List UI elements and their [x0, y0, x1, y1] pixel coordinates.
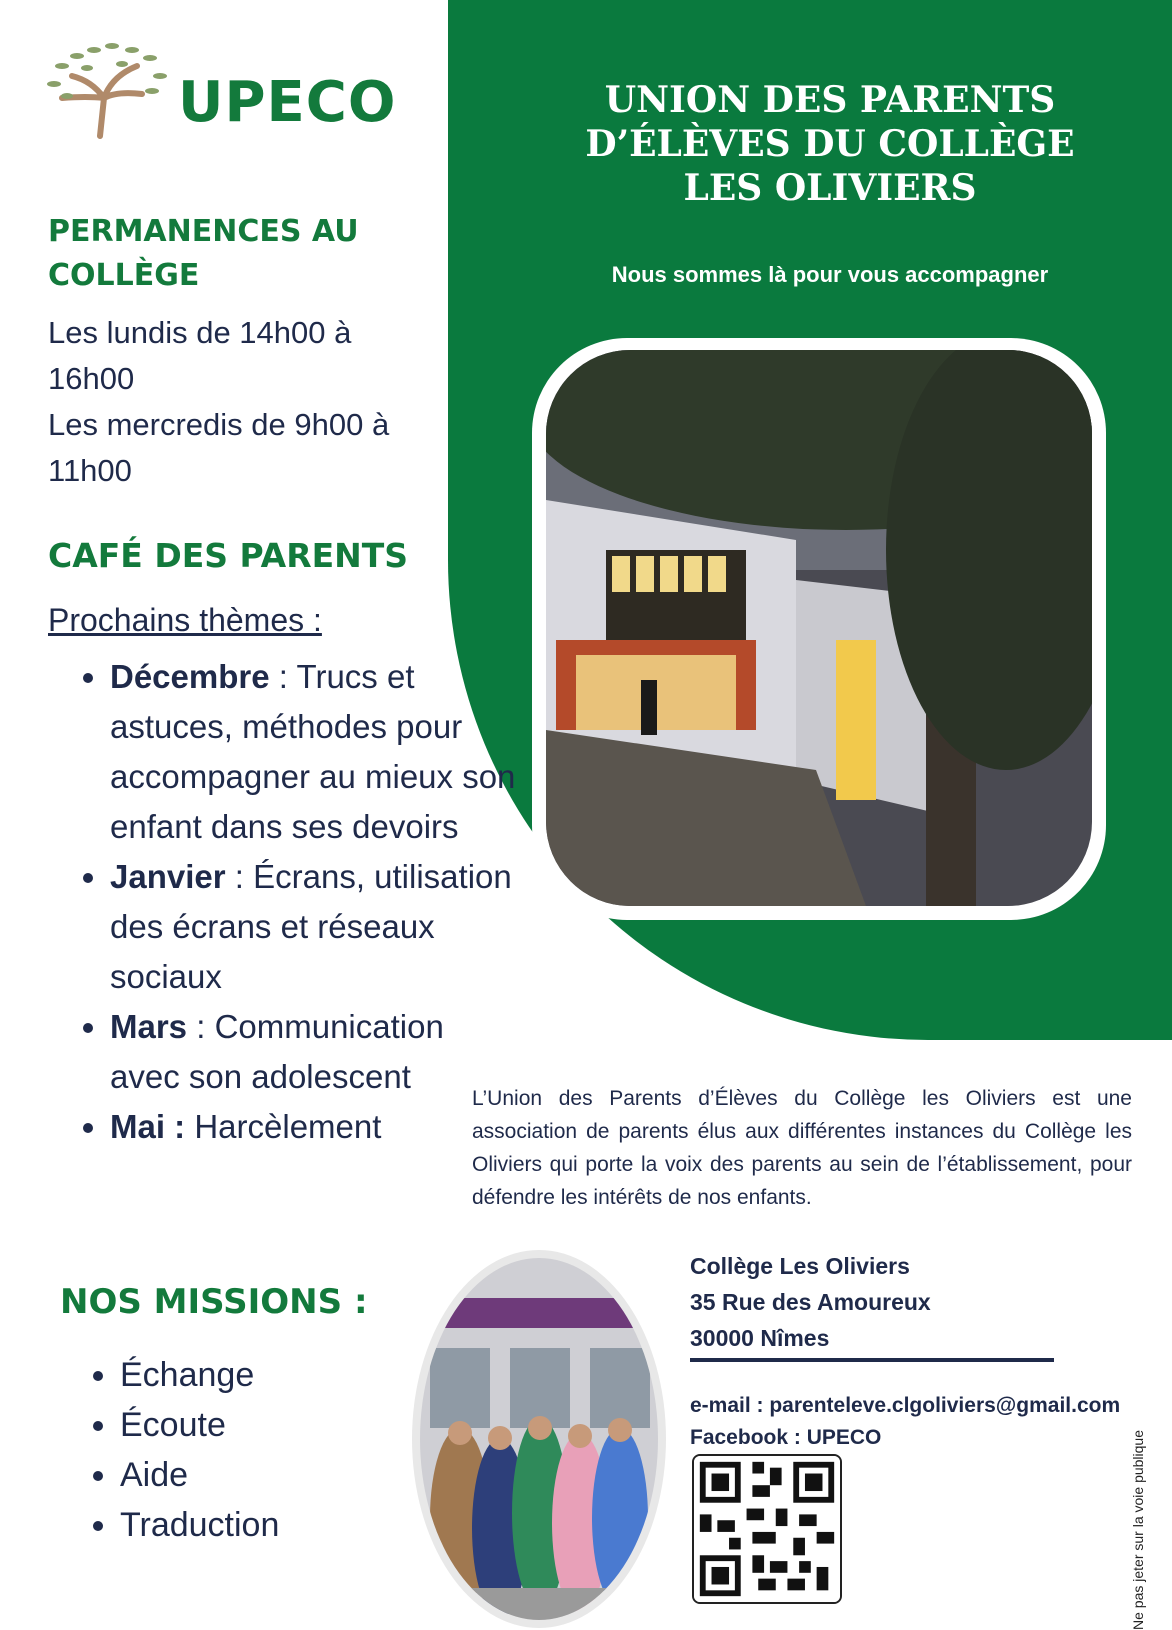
cafe-heading: CAFÉ DES PARENTS [48, 536, 409, 575]
address-block: Collège Les Oliviers 35 Rue des Amoureux 30000 Nîmes [690, 1253, 931, 1351]
facebook-link[interactable]: Facebook : UPECO [690, 1426, 882, 1449]
missions-heading: NOS MISSIONS : [60, 1282, 368, 1322]
list-item: • Aide [120, 1450, 279, 1500]
list-item: • Mars : Communication avec son adolescent [110, 1002, 520, 1102]
tagline: Nous sommes là pour vous accompagner [611, 262, 1049, 287]
page-title: UNION DES PARENTS D’ÉLÈVES DU COLLÈGE LES OLIVIERS [585, 79, 1075, 209]
about-paragraph: L’Union des Parents d’Élèves du Collège les Oliviers est une association de parents élus aux différentes instances du Collège les Oliviers qui porte la voix des parents au sein de l’établissement, pour défendre les intérêts de nos enfants. [472, 1087, 1132, 1209]
themes-list [48, 652, 520, 1152]
contact-block [690, 1390, 1120, 1454]
qr-code-icon[interactable] [692, 1454, 842, 1604]
parents-group-photo [420, 1258, 658, 1620]
themes-subtitle: Prochains thèmes : [48, 602, 322, 638]
divider [690, 1358, 1054, 1362]
list-item: • Mai : Harcèlement [110, 1102, 520, 1152]
list-item: • Janvier : Écrans, utilisation des écrans et réseaux sociaux [110, 852, 520, 1002]
brand-name: UPECO [178, 70, 397, 135]
email-link[interactable]: e-mail : parenteleve.clgoliviers@gmail.com [690, 1394, 1121, 1417]
list-item: • Écoute [120, 1400, 279, 1450]
missions-list [60, 1350, 279, 1550]
permanences-hours: Les lundis de 14h00 à 16h00 Les mercredis de 9h00 à 11h00 [48, 315, 390, 488]
list-item: • Traduction [120, 1500, 279, 1550]
footer-note: Ne pas jeter sur la voie publique [1130, 1429, 1146, 1630]
permanences-heading: PERMANENCES AU COLLÈGE [48, 214, 359, 293]
college-building-photo [546, 350, 1092, 906]
list-item: • Décembre : Trucs et astuces, méthodes pour accompagner au mieux son enfant dans ses devoirs [110, 652, 520, 852]
list-item: • Échange [120, 1350, 279, 1400]
